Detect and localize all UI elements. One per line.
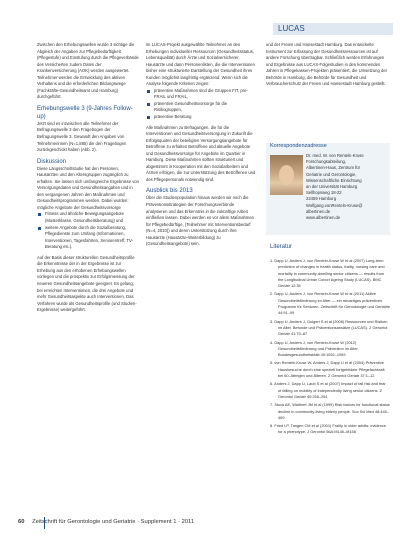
section-heading: Erhebungswelle 3 (9-Jahres Follow-up) — [37, 105, 133, 120]
bullet-item: Fitness und ähnliche Bewegungsangebote (Musterklasse, Gesundheitsberatung) und — [37, 211, 140, 224]
reference-item: 1. Dapp U, Anders J, von Renteln-Kruse W et al (2007) Long-term prediction of changes in health status, frailty, nursing care and mortality in community-dwelling senior citizens — results from the Longitudinal Urban Cohort Ageing Study (LUCAS). BMC Geriatr 12:35 — [270, 258, 385, 289]
bullet-item: präventive Maßnahmen sind die Gruppen FIT, pre-FRAIL und FRAIL, — [146, 88, 256, 101]
contact-title: Korrespondenzadresse — [270, 143, 327, 149]
paragraph: Über die Studienpopulation hinaus werden wir noch die Präventionsstrategien der Forschungsverbünde analysieren und das Erkenntnis in die zukünftige Arbeit einfließen lassen. Dabei werden es vor allem Maßnahmen für Pflegebedürftige, (Teilnehmer mit Interventionsbedarf (N=4, 2010)) und deren Unterstützung durch ihre Hausärzte (Hausärzte-Weiterbildung) zu (Gesundheitsangebote) sein. — [146, 195, 254, 247]
reference-item: 3. Dapp U, Anders J, Golgert S et al (2008) Ressourcen und Risiken im Alter. Befunde und Präventionsansätze (LUCAS). Z Gerontol Geriatr 41:79–87 — [270, 318, 388, 337]
paragraph: und der Freien und Hansestadt Hamburg. Das entwickelte Instrument zur Erfassung der Gesundheitsressourcen ist auf andere Forschung übertragbar. Schließlich werden Erfahrungen und Ergebnisse aus LUCAS-Folgestudien in den kommenden Jahren in Pflegekassen-Projekten präsentiert, die Umsetzung der Behörde in Hamburg, die Behörde für Gesundheit und Verbraucherschutz der Freien und Hansestadt Hamburg gestellt. — [266, 42, 388, 87]
author-face — [279, 165, 294, 185]
reference-item: 4. Dapp U, Anders J, von Renteln-Kruse W (2012) Gesundheitsförderung und Prävention im Alter. Bundesgesundheitsblatt 49:1052–1059 — [270, 339, 359, 358]
bullet-item: präventive Gesundheitsvorsorge für die Risikogruppen, — [146, 101, 256, 114]
paragraph: Jetzt sind es inzwischen alle Teilnehmer der Befragungswelle 3 den Fragebogen der Befragungswelle 3. Gewandt den Angaben von Teilnehmerinnen (N=1.885) die den Fragebogen zurückgeschickt haben (Abb. 2). — [37, 120, 127, 153]
column-3 — [266, 42, 390, 88]
bullet-item: präventive Beratung — [146, 114, 256, 121]
contact-line: an der Universität Hamburg — [306, 184, 358, 190]
paragraph: Auf der Basis dieser strukturellen Gesundheitsprofile die Erkenntnisse der in der Ergebnisse ist zur Erhebung aus den erhobenen Erhebungswellen vorliegen und die prospektiv zur Erfolgsmessung der neueren Gesundheitsangebote geeignet. Es gelang, bei erreichten Interventionen, die drei Angebote und mehr Gesundheitsaspekte auch Interventionen. Das Verfahren wurde als Gesundheitsprofile (und Studien-Ergebnisse) weitergeführt. — [37, 254, 137, 313]
reference-item: 2. Dapp U, Anders J, von Renteln-Kruse W et al (2011) Aktive Gesundheitsförderung im Alter — ein neuartiges präventives Programm für Senioren. Zeitschrift für Gerontologie und Geriatrie 44:91–99 — [270, 291, 391, 316]
contact-line: albertinen.de — [306, 208, 331, 214]
contact-line: Albertinen-Haus, Zentrum für — [306, 165, 360, 171]
page-footer — [18, 519, 194, 525]
contact-website[interactable]: www.albertinen.de — [306, 215, 341, 221]
literature-list — [270, 258, 390, 438]
paragraph: Zwischen den Erhebungswellen wurde 3 sichtige die Abgleich der Angaben zur Pflegebedürftigkeit (Pflegestufe) und Einstufung durch die Pflegeverbände des Versicherten zudem Daten der Krankenversicherung (AOK) werden ausgewertet. Teilnehmer werden die Entwicklung des aktiven Verhaltens und die erforderlichen Bildungswege (Fachkräfte-Gesundheitsamt und Hamburg) durchgeführt. — [37, 42, 139, 100]
journal-name: Zeitschrift für Gerontologie und Geriatrie · Supplement 1 · 2011 — [32, 519, 195, 525]
paragraph: Diese Längsschnittstudie hat den Personen, Hausärzten und den Altersgruppen zugänglich zu erhalten. Sie lassen sich umfangreiche Ergebnisse von Versorgungsdaten und Gesundheitsangaben und in den vergangenen Jahren den Maßnahmen und Gesundheitsprogrammen werden. Dabei wurden: mögliche Angebote der Gesundheitsvorsorge — [37, 165, 139, 210]
column-1 — [37, 42, 140, 314]
paragraph: Alle Maßnahmen zu Befragungen, die für die Interventionen und Gesundheitsversorgung in Zukunft die Erfolgsquoten der beteiligten Versorgungsangebote für Betroffene zu erhalten Betroffene und aktuelle Angebote und Gesundheitsvorsorge für Angebote im Quartier in Hamburg. Diese Maßnahmen sollten strukturiert und abgestimmt in Kooperation mit den Sozialarbeitern und Ärzten erfolgen, die zur Unterstützung des Betroffenen und des Pflegepersonals notwendig sind. — [146, 124, 256, 182]
contact-email[interactable]: Wolfgang.vonRenteln-Kruse@ — [306, 202, 363, 208]
section-heading: Ausblick bis 2013 — [146, 188, 193, 195]
contact-line: Forschungsabteilung, — [306, 159, 347, 165]
reference-item: 5. von Renteln-Kruse W, Anders J, Dapp U et al (2004) Präventive Hausbesuche durch eine speziell fortgebildete Pflegefachkraft bei 60-Jährigen und Älteren. Z Gerontol Geriatr 37:1–12 — [270, 360, 385, 379]
contact-line: Geriatrie und Gerontologie, — [306, 171, 357, 177]
reference-item: 6. Anders J, Dapp U, Laub S et al (2007) Impact of fall risk and fear of falling on mobility of independently living senior citizens. Z Gerontol Geriatr 40:255–261 — [270, 381, 386, 399]
section-heading: Diskussion — [37, 158, 67, 165]
reference-item: 8. Fried LP, Tangen CM et al (2001) Frailty in older adults: evidence for a phenotype. J Gerontol 56A:M146–M156 — [270, 423, 386, 435]
reference-item: 7. Stuck AE, Walthert JM et al (1999) Risk factors for functional status decline in community-living elderly people. Soc Sci Med 48:445–469 — [270, 402, 390, 420]
contact-line: Sellhopsweg 18-22 — [306, 190, 342, 196]
column-2 — [146, 42, 256, 248]
literature-title: Literatur — [270, 244, 293, 250]
contact-line: 22459 Hamburg — [306, 196, 337, 202]
page-number: 60 — [18, 519, 25, 525]
section-tag: LUCAS — [273, 23, 393, 35]
contact-line: Wissenschaftliche Einrichtung — [306, 177, 362, 183]
contact-address — [306, 153, 390, 221]
author-photo — [270, 155, 303, 195]
paragraph: im LUCAS-Projekt ausgewählte Teilnehmer an den Erhebungen individueller Ressourcen (Gesundheitsstatus, Lebensqualität) durch Ärzte und Sozialversicherer, Hausärzte und dann Personenlisten, die die Interventionen bisher eine strukturierte Darstellung der Gesundheit ihres Kunden möglichst langfristig ergänzend. Wenn sich die Analyse folgende Kriterien zeigen: — [146, 42, 255, 87]
contact-name: Dr. med. W. von Renteln-Kruse — [306, 153, 364, 158]
bullet-item: weitere Angebote durch die Sozialberatung, Pflegedienste zum Umfang (Informationen, Interventionen, Tagesfahrten, Seniorentreff, TV-Beratung etc.). — [37, 225, 140, 251]
